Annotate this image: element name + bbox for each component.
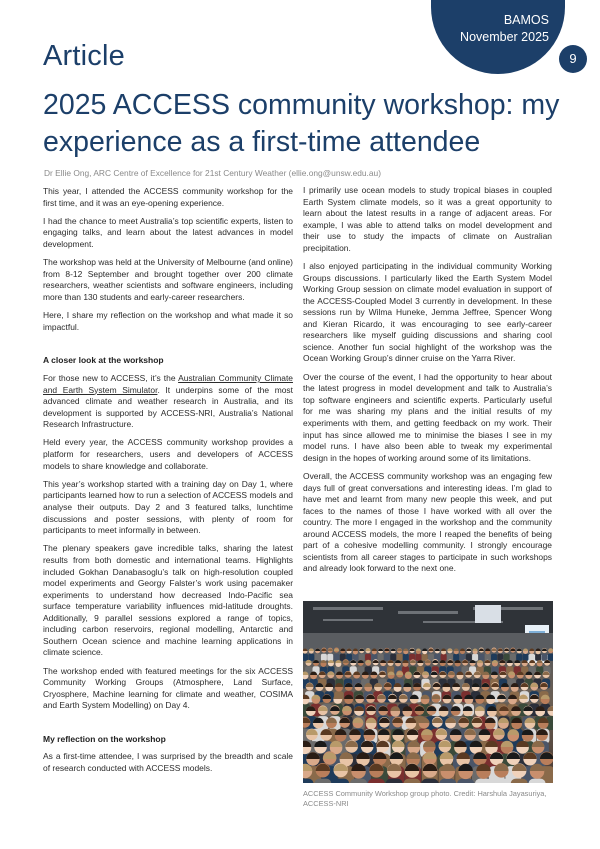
photo-caption: ACCESS Community Workshop group photo. Credit: Harshula Jayasuriya, ACCESS-NRI [303, 789, 547, 808]
paragraph: This year’s workshop started with a training day on Day 1, where participants learned how to run a selection of ACCESS models and analyse their outputs. Day 2 and 3 featured talks, lunchtime discussions and poster sessions, with plenty of room for participants to meet informally in between. [43, 478, 293, 536]
paragraph: I primarily use ocean models to study tropical biases in coupled Earth System climate models, so it was a great opportunity to learn about the latest results in a range of adjacent areas. For example, I was able to attend talks on model development and their use to study the impacts of climate on Australian precipitation. [303, 185, 552, 253]
page-number: 9 [559, 45, 587, 73]
paragraph: I had the chance to meet Australia’s top scientific experts, listen to engaging talks, and learn about the latest advances in model development. [43, 215, 293, 249]
right-column [303, 185, 552, 582]
issue-badge [431, 0, 565, 74]
left-column [43, 186, 293, 781]
paragraph: The workshop was held at the University of Melbourne (and online) from 8-12 September and brought together over 200 climate researchers, weather scientists and software engineers, including more than 130 students and early-career researchers. [43, 257, 293, 302]
paragraph-text: . It underpins some of the most advanced climate and weather research in Australia, and its development is supported by ACCESS-NRI, Australia’s National Research Infrastructure. [43, 384, 293, 430]
paragraph: Here, I share my reflection on the workshop and what made it so impactful. [43, 310, 293, 332]
section-heading: A closer look at the workshop [43, 355, 164, 366]
paragraph: The workshop ended with featured meetings for the six ACCESS Community Working Groups (Atmosphere, Land Surface, Cryosphere, Machine learning for climate and weather, COSIMA and Earth System Modelling) on Day 4. [43, 665, 293, 711]
group-photo [303, 601, 553, 783]
paragraph: As a first-time attendee, I was surprised by the breadth and scale of research conducted with ACCESS models. [43, 751, 293, 773]
publication-name: BAMOS [503, 13, 549, 27]
paragraph: The plenary speakers gave incredible talks, sharing the latest results from both domestic and international teams. Highlights included Gokhan Danabasoglu’s talk on high-resolution coupled model experiments and Georgy Falster’s work using pacemaker experiments to understand how decreased Indo-Pacific sea surface temperature variability influences mid-latitude droughts. Additionally, 9 parallel sessions explored a range of topics, including carbon reservoirs, regional modelling, Antarctic and Southern Ocean science and machine learning applications in climate science. [43, 543, 293, 658]
paragraph: This year, I attended the ACCESS community workshop for the first time, and it was an eye-opening experience. [43, 186, 293, 208]
section-heading: My reflection on the workshop [43, 733, 166, 744]
section-label: Article [43, 40, 125, 72]
group-photo-illustration [303, 601, 553, 783]
paragraph-text: For those new to ACCESS, it’s the [43, 372, 179, 383]
article-byline: Dr Ellie Ong, ARC Centre of Excellence for 21st Century Weather (ellie.ong@unsw.edu.au) [44, 168, 381, 178]
paragraph: I also enjoyed participating in the individual community Working Groups discussions. I particularly liked the Earth System Model Working Group session on climate model evaluation in support of the ACCESS-Coupled Model 3 currently in development. In these sessions run by Wilma Huneke, Jemma Jeffree, Spencer Wong and Kieran Ricardo, it was encouraging to see early-career researchers like myself guiding discussions and sharing cool science. Another fun social highlight of the workshop was the Ocean Working Group’s dinner cruise on the Yarra River. [303, 261, 552, 364]
paragraph [43, 373, 293, 431]
paragraph: Over the course of the event, I had the opportunity to hear about the latest progress in model development and talk to Australia’s top software engineers and scientific experts. Particularly useful for me was sharing my plans and the initial results of my experiments with them, and getting feedback on my work. Their input has since allowed me to minimise the biases I see in my model runs. I have also been able to tweak my experimental design in the hopes of working around some of its limitations. [303, 371, 552, 463]
access-link[interactable]: Australian Community Climate and Earth System Simulator [43, 372, 293, 395]
issue-date: November 2025 [460, 30, 549, 44]
paragraph: Overall, the ACCESS community workshop was an engaging few days full of great conversations and interesting ideas. I’m glad to have met and learnt from many new people this week, and put faces to the names of those I have worked with all over the country. The more I engaged in the workshop and the community around ACCESS models, the more I reaped the benefits of being part of a cohesive modelling community. I strongly encourage scientists from all career stages to participate in such workshops and already look forward to the next one. [303, 470, 552, 574]
paragraph: Held every year, the ACCESS community workshop provides a platform for researchers, users and developers of ACCESS models to share knowledge and collaborate. [43, 437, 293, 471]
article-title: 2025 ACCESS community workshop: my experience as a first-time attendee [43, 89, 560, 158]
